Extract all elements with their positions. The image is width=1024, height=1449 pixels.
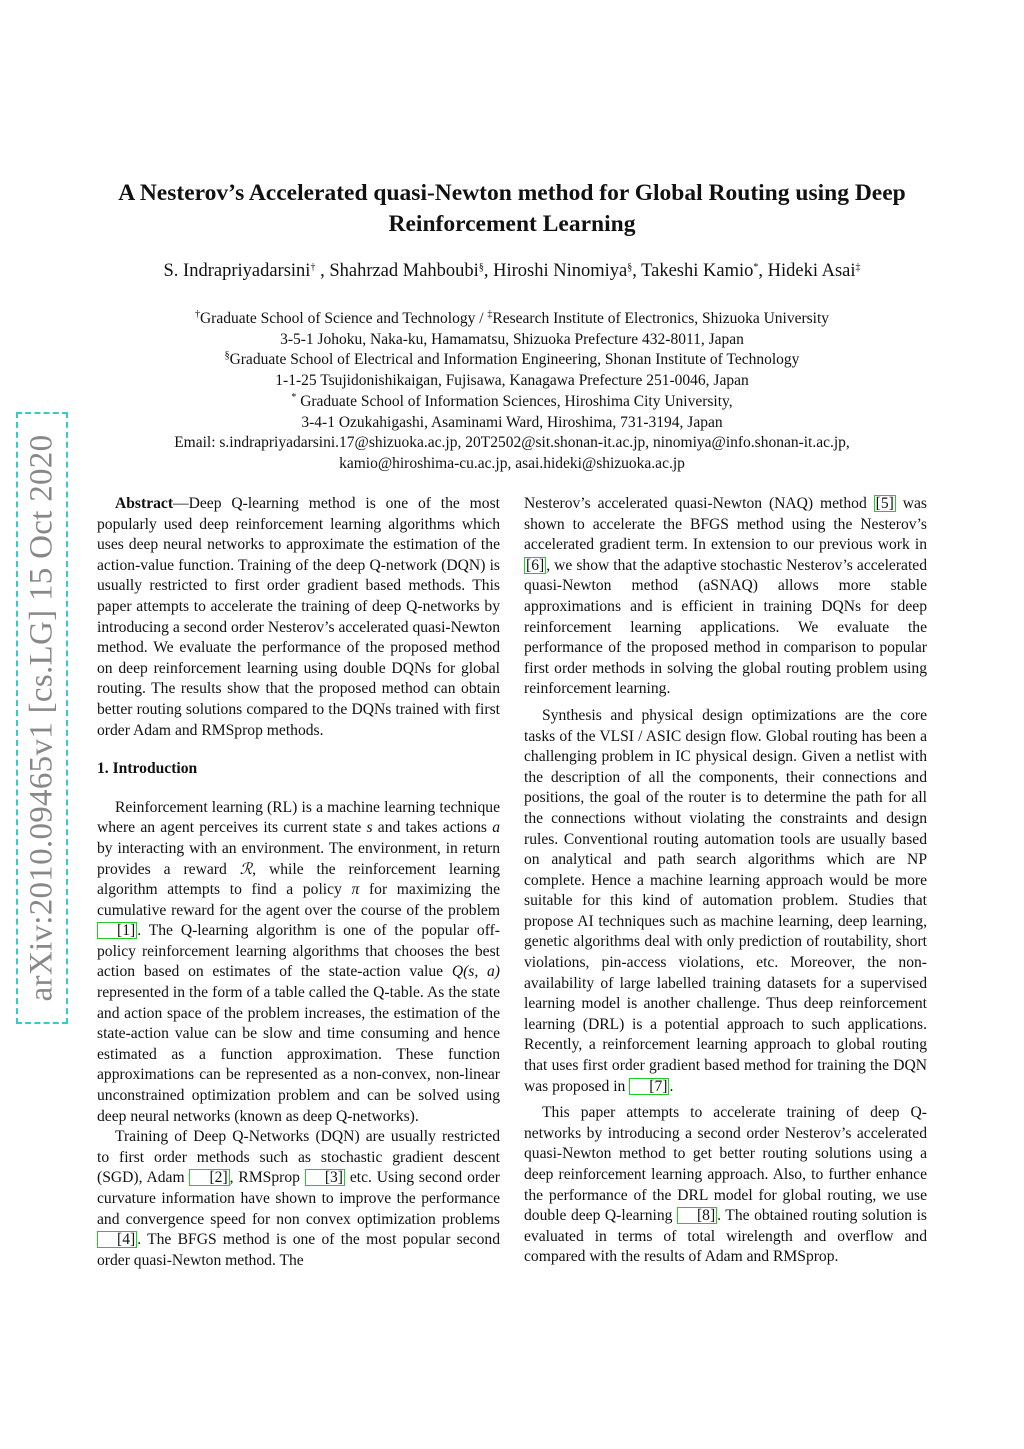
author-mark: § xyxy=(627,262,633,273)
citation-link[interactable]: [1] xyxy=(97,922,137,939)
affiliation-line: 3-5-1 Johoku, Naka-ku, Hamamatsu, Shizuoka Prefecture 432-8011, Japan xyxy=(280,330,744,348)
left-column xyxy=(97,494,500,1271)
section-heading: 1. Introduction xyxy=(97,760,198,778)
citation-link[interactable]: [7] xyxy=(629,1078,669,1095)
citation-link[interactable]: [6] xyxy=(526,556,545,574)
affiliation-line: 1-1-25 Tsujidonishikaigan, Fujisawa, Kanagawa Prefecture 251-0046, Japan xyxy=(275,372,749,390)
author-name: S. Indrapriyadarsini xyxy=(163,261,311,281)
intro-paragraph-2: Training of Deep Q-Networks (DQN) are usually restricted to first order methods such as stochastic gradient descent (SGD), Adam [2] , RMSprop [3] etc. Using second order curvature information have shown to improve the performance and convergence speed for non convex optimization problems [4] . The BFGS method is one of the most popular second order quasi-Newton method. The xyxy=(97,1128,500,1269)
right-column xyxy=(524,494,927,1268)
author-mark: § xyxy=(478,262,484,273)
right-paragraph-3: This paper attempts to accelerate training of deep Q-networks by introducing a second order Nesterov’s accelerated quasi-Newton method to get better routing solutions using a deep reinforcement learning approach. Also, to further enhance the performance of the DRL model for global routing, we use double deep Q-learning [8] . The obtained routing solution is evaluated in terms of total wirelength and overflow and compared with the results of Adam and RMSprop. xyxy=(524,1104,928,1266)
author-name: Takeshi Kamio xyxy=(641,261,754,281)
citation-link[interactable]: [4] xyxy=(97,1231,137,1248)
email-line: Email: s.indrapriyadarsini.17@shizuoka.ac.jp, 20T2502@sit.shonan-it.ac.jp, ninomiya@info.shonan-it.ac.jp, xyxy=(174,434,850,452)
affiliation-line: †Graduate School of Science and Technology / ‡Research Institute of Electronics, Shizuoka University xyxy=(194,309,830,327)
email-line: kamio@hiroshima-cu.ac.jp, asai.hideki@shizuoka.ac.jp xyxy=(339,454,685,472)
right-paragraph-2: Synthesis and physical design optimizations are the core tasks of the VLSI / ASIC design flow. Global routing has been a challenging problem in IC physical design. Given a netlist with the description of all the components, their connections and positions, the goal of the router is to determine the path for all the connections without violating the constraints and design rules. Conventional routing automation tools are usually based on analytical and path search algorithms which are NP complete. Hence a machine learning approach would be more suitable for this kind of automation problem. Studies that propose AI techniques such as machine learning, deep learning, genetic algorithms deal with only prediction of routability, short violations, pin-access violations, etc. Moreover, the non-availability of large labelled training datasets for a supervised learning model is another challenge. Thus deep reinforcement learning (DRL) is a potential approach to such applications. Recently, a reinforcement learning approach to global routing that uses first order gradient based method for training the DQN was proposed in [7] . xyxy=(524,706,927,1095)
author-name: Hiroshi Ninomiya xyxy=(493,261,628,281)
affiliation-line: * Graduate School of Information Sciences, Hiroshima City University, xyxy=(291,391,733,410)
affiliations xyxy=(80,309,944,475)
citation-link[interactable]: [3] xyxy=(305,1169,345,1186)
author-name: Shahrzad Mahboubi xyxy=(329,261,479,281)
author-list: S. Indrapriyadarsini† , Shahrzad Mahboubi§, Hiroshi Ninomiya§, Takeshi Kamio*, Hideki Asai‡ xyxy=(163,261,861,281)
author-mark: * xyxy=(753,262,759,273)
right-paragraph-1: Nesterov’s accelerated quasi-Newton (NAQ) method [5] was shown to accelerate the BFGS method using the Nesterov’s accelerated gradient term. In extension to our previous work in [6] , we show that the adaptive stochastic Nesterov’s accelerated quasi-Newton method (aSNAQ) allows more stable approximations and is efficient in training DQNs for deep reinforcement learning applications. We evaluate the performance of the proposed method in comparison to popular first order methods in solving the global routing problem using reinforcement learning. xyxy=(524,495,927,698)
affiliation-line: 3-4-1 Ozukahigashi, Asaminami Ward, Hiroshima, 731-3194, Japan xyxy=(301,413,723,431)
citation-link[interactable]: [5] xyxy=(875,495,894,512)
citation-link[interactable]: [8] xyxy=(677,1207,717,1224)
author-mark: ‡ xyxy=(855,262,861,273)
paper-title: A Nesterov’s Accelerated quasi-Newton method for Global Routing using Deep Reinforcement Learning xyxy=(118,180,906,237)
author-mark: † xyxy=(310,262,316,273)
arxiv-stamp: arXiv:2010.09465v1 [cs.LG] 15 Oct 2020 xyxy=(23,434,60,1002)
abstract: Abstract—Deep Q-learning method is one of the most popularly used deep reinforcement learning algorithms which uses deep neural networks to approximate the estimation of the action-value function. Training of the deep Q-network (DQN) is usually restricted to first order gradient based methods. This paper attempts to accelerate the training of deep Q-networks by introducing a second order Nesterov’s accelerated quasi-Newton method. We evaluate the performance of the proposed method on deep reinforcement learning using double DQNs for global routing. The results show that the proposed method can obtain better routing solutions compared to the DQNs trained with first order Adam and RMSprop methods. xyxy=(97,495,500,739)
citation-link[interactable]: [2] xyxy=(189,1169,229,1186)
intro-paragraph-1: Reinforcement learning (RL) is a machine learning technique where an agent perceives its current state s and takes actions a by interacting with an environment. The environment, in return provides a reward ℛ, while the reinforcement learning algorithm attempts to find a policy π for maximizing the cumulative reward for the agent over the course of the problem [1] . The Q-learning algorithm is one of the popular off-policy reinforcement learning algorithms that chooses the best action based on estimates of the state-action value Q(s, a) represented in the form of a table called the Q-table. As the state and action space of the problem increases, the estimation of the state-action value can be slow and time consuming and hence estimated as a function approximation. These function approximations can be represented as a non-convex, non-linear unconstrained optimization problem and can be solved using deep neural networks (known as deep Q-networks). xyxy=(97,798,500,1125)
author-name: Hideki Asai xyxy=(767,261,856,281)
affiliation-line: §Graduate School of Electrical and Information Engineering, Shonan Institute of Technology xyxy=(224,350,800,369)
